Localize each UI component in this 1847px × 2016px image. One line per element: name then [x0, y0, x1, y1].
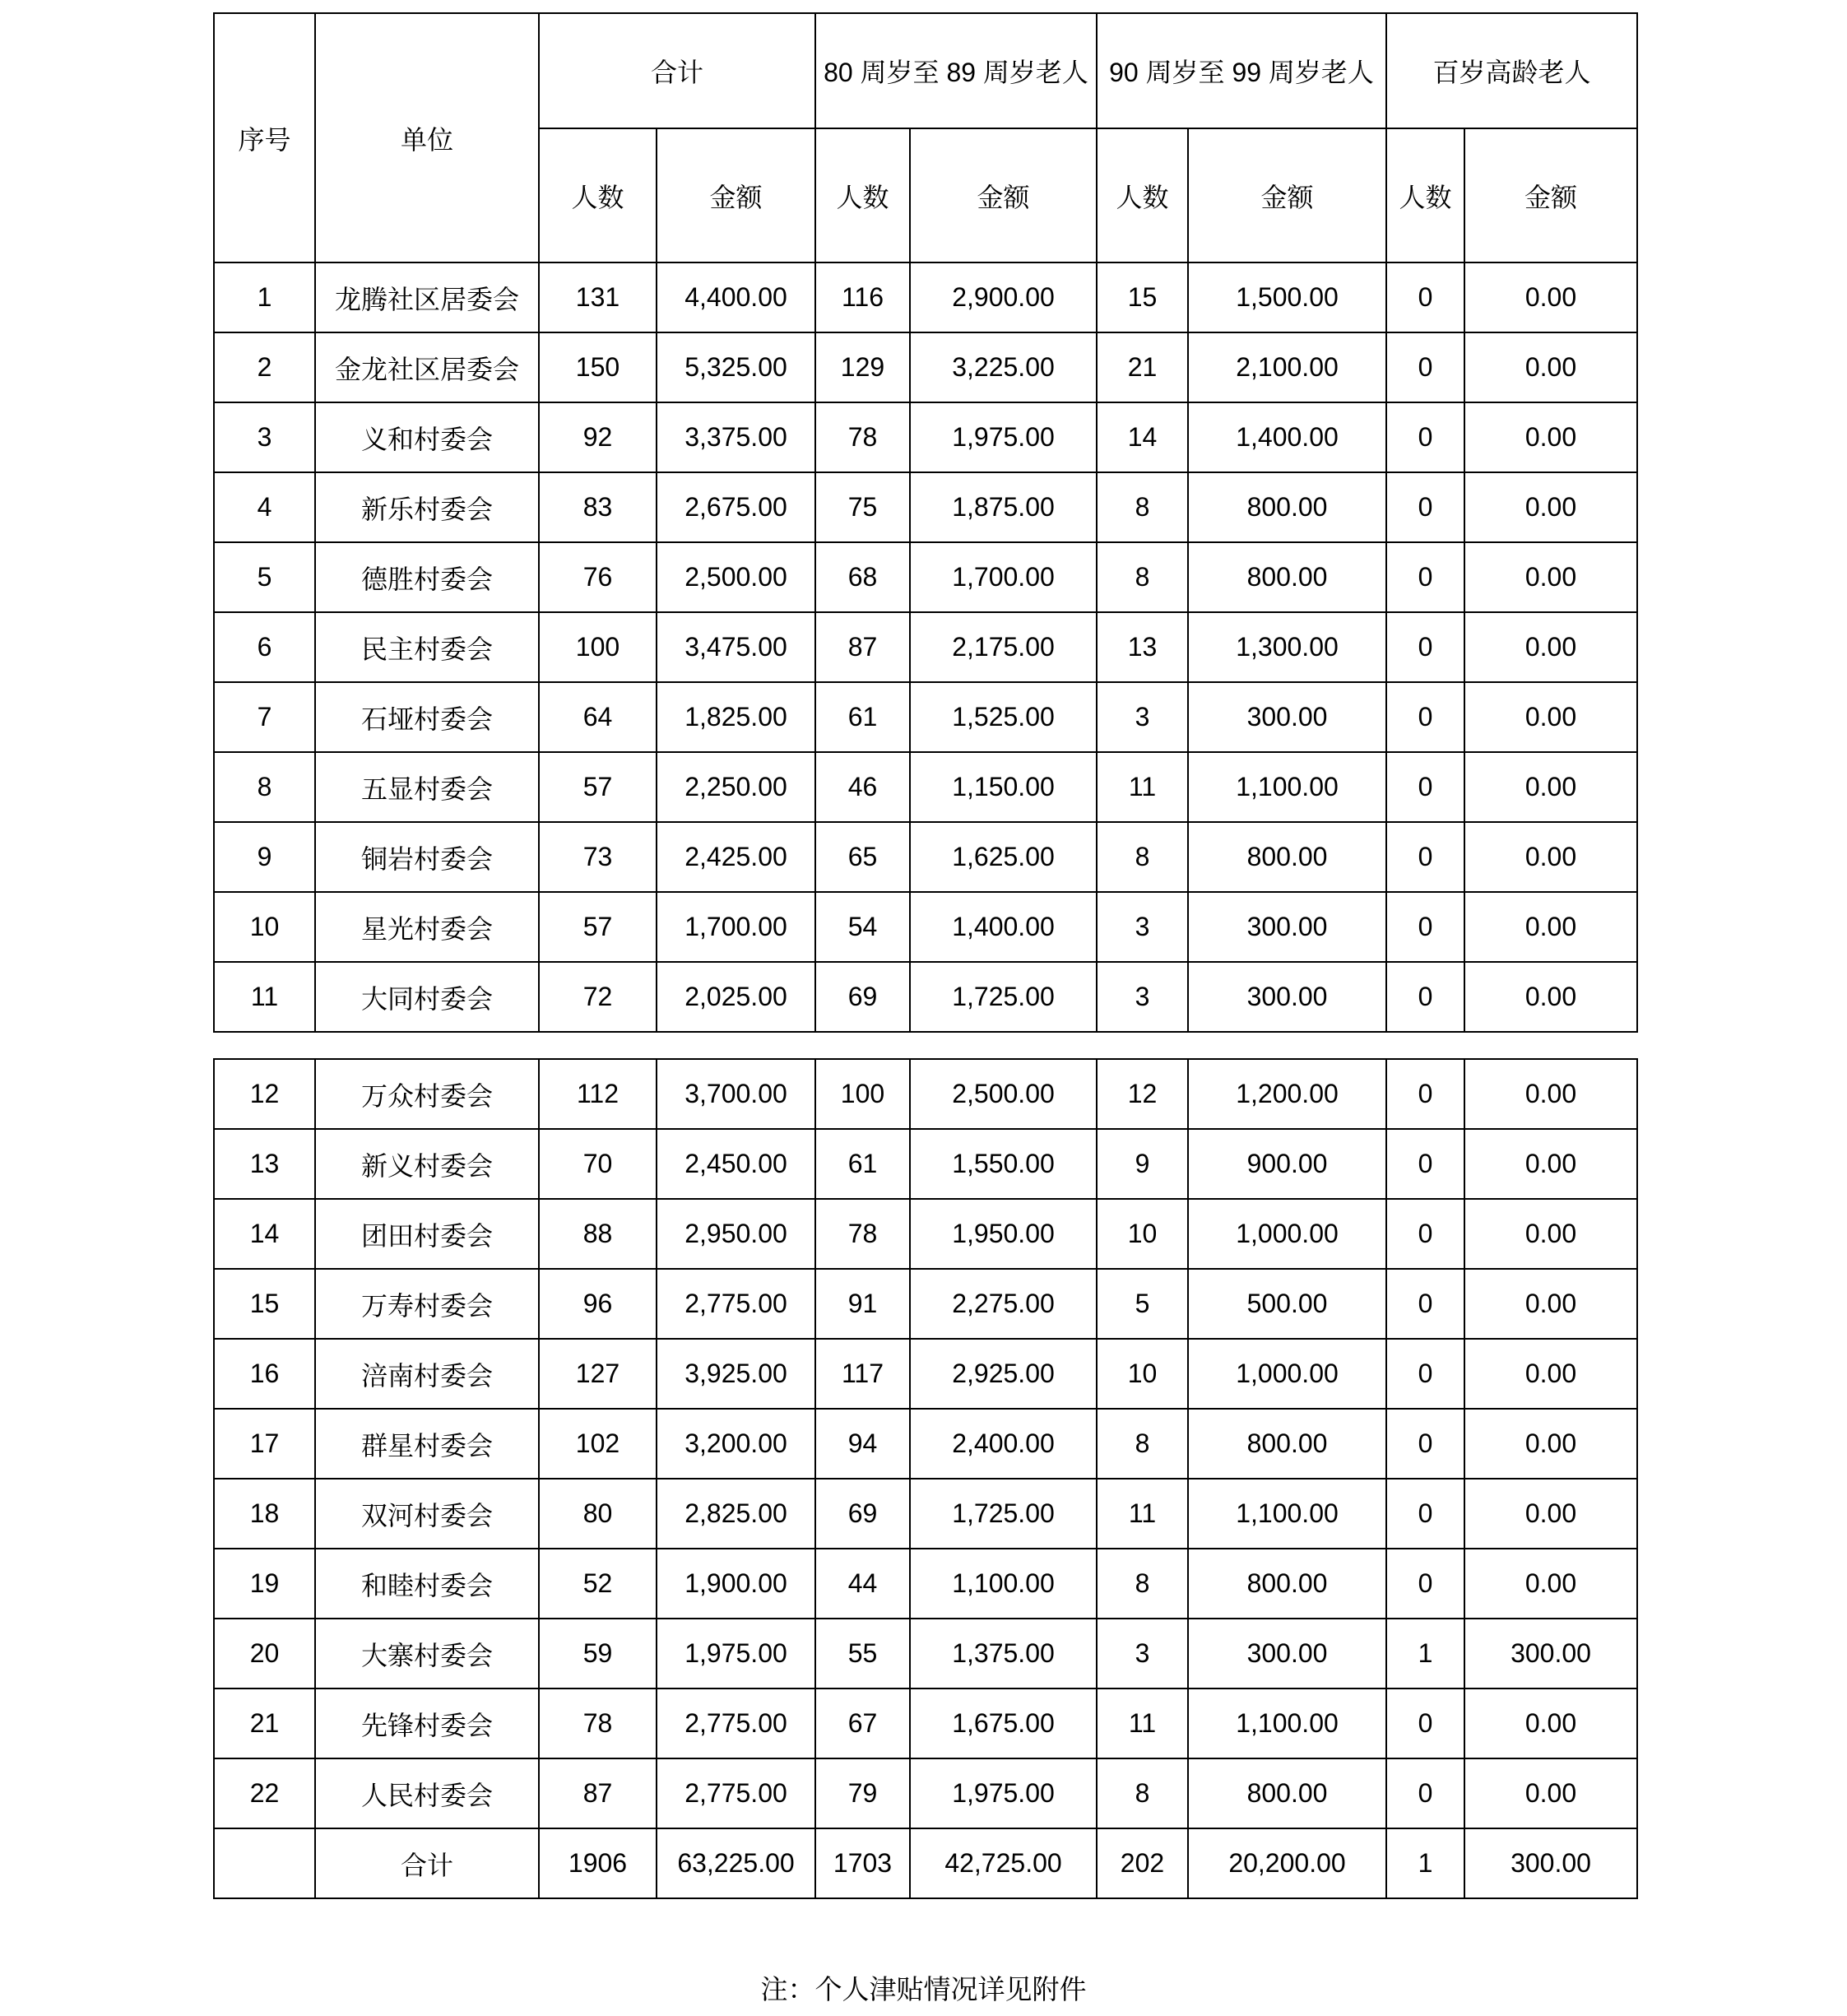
- cell-val-4: 8: [1097, 1549, 1188, 1619]
- cell-val-2: 44: [815, 1549, 910, 1619]
- cell-unit: 大寨村委会: [315, 1619, 539, 1689]
- cell-val-6: 0: [1386, 962, 1464, 1032]
- cell-val-0: 131: [539, 262, 657, 332]
- cell-val-2: 117: [815, 1339, 910, 1409]
- cell-val-3: 1,550.00: [910, 1129, 1097, 1199]
- cell-val-3: 2,500.00: [910, 1059, 1097, 1129]
- cell-val-4: 11: [1097, 1689, 1188, 1758]
- subheader-total-amount: 金额: [657, 128, 815, 262]
- cell-val-3: 2,925.00: [910, 1339, 1097, 1409]
- cell-no: 19: [214, 1549, 315, 1619]
- cell-unit: 五显村委会: [315, 752, 539, 822]
- cell-val-5: 1,000.00: [1188, 1199, 1386, 1269]
- cell-val-5: 300.00: [1188, 892, 1386, 962]
- cell-val-5: 1,000.00: [1188, 1339, 1386, 1409]
- table-row: [214, 612, 1637, 682]
- cell-val-6: 0: [1386, 1689, 1464, 1758]
- cell-val-1: 1,700.00: [657, 892, 815, 962]
- cell-val-6: 0: [1386, 752, 1464, 822]
- cell-unit: 团田村委会: [315, 1199, 539, 1269]
- header-unit-column: 单位: [315, 13, 539, 262]
- cell-val-0: 57: [539, 752, 657, 822]
- cell-unit: 合计: [315, 1828, 539, 1898]
- cell-val-2: 61: [815, 682, 910, 752]
- cell-val-7: 0.00: [1464, 892, 1637, 962]
- cell-val-7: 0.00: [1464, 682, 1637, 752]
- cell-val-5: 800.00: [1188, 1758, 1386, 1828]
- cell-val-7: 0.00: [1464, 822, 1637, 892]
- table-row: [214, 752, 1637, 822]
- cell-no: 18: [214, 1479, 315, 1549]
- cell-val-2: 69: [815, 962, 910, 1032]
- cell-val-1: 2,775.00: [657, 1758, 815, 1828]
- subheader-90-99-amount: 金额: [1188, 128, 1386, 262]
- cell-val-0: 96: [539, 1269, 657, 1339]
- header-group-total: 合计: [539, 13, 815, 128]
- cell-unit: 先锋村委会: [315, 1689, 539, 1758]
- cell-val-3: 1,975.00: [910, 402, 1097, 472]
- table-row: [214, 472, 1637, 542]
- subheader-80-89-amount: 金额: [910, 128, 1097, 262]
- cell-val-4: 3: [1097, 682, 1188, 752]
- cell-val-5: 800.00: [1188, 1549, 1386, 1619]
- subheader-100plus-count: 人数: [1386, 128, 1464, 262]
- cell-val-4: 3: [1097, 962, 1188, 1032]
- cell-no: [214, 1828, 315, 1898]
- cell-val-6: 0: [1386, 1129, 1464, 1199]
- cell-val-3: 1,400.00: [910, 892, 1097, 962]
- cell-val-1: 2,675.00: [657, 472, 815, 542]
- cell-val-5: 800.00: [1188, 822, 1386, 892]
- cell-val-7: 0.00: [1464, 612, 1637, 682]
- table-row: [214, 262, 1637, 332]
- cell-unit: 人民村委会: [315, 1758, 539, 1828]
- cell-val-3: 1,725.00: [910, 962, 1097, 1032]
- cell-val-6: 0: [1386, 1758, 1464, 1828]
- subheader-90-99-count: 人数: [1097, 128, 1188, 262]
- cell-unit: 星光村委会: [315, 892, 539, 962]
- cell-val-6: 0: [1386, 402, 1464, 472]
- cell-val-4: 3: [1097, 892, 1188, 962]
- cell-val-3: 1,700.00: [910, 542, 1097, 612]
- header-group-90-99: 90 周岁至 99 周岁老人: [1097, 13, 1386, 128]
- cell-unit: 群星村委会: [315, 1409, 539, 1479]
- cell-val-0: 102: [539, 1409, 657, 1479]
- cell-val-5: 1,500.00: [1188, 262, 1386, 332]
- subheader-total-count: 人数: [539, 128, 657, 262]
- cell-val-1: 1,975.00: [657, 1619, 815, 1689]
- cell-val-0: 52: [539, 1549, 657, 1619]
- cell-no: 10: [214, 892, 315, 962]
- cell-val-1: 2,775.00: [657, 1269, 815, 1339]
- cell-val-4: 14: [1097, 402, 1188, 472]
- cell-unit: 铜岩村委会: [315, 822, 539, 892]
- cell-unit: 金龙社区居委会: [315, 332, 539, 402]
- cell-val-6: 0: [1386, 892, 1464, 962]
- table-row: [214, 1549, 1637, 1619]
- cell-val-6: 0: [1386, 262, 1464, 332]
- cell-val-5: 1,400.00: [1188, 402, 1386, 472]
- cell-no: 8: [214, 752, 315, 822]
- cell-val-0: 76: [539, 542, 657, 612]
- table-row: [214, 1059, 1637, 1129]
- table-row: [214, 682, 1637, 752]
- cell-val-3: 3,225.00: [910, 332, 1097, 402]
- cell-val-0: 112: [539, 1059, 657, 1129]
- cell-val-5: 300.00: [1188, 1619, 1386, 1689]
- cell-val-3: 1,150.00: [910, 752, 1097, 822]
- cell-val-3: 1,625.00: [910, 822, 1097, 892]
- cell-val-7: 0.00: [1464, 1479, 1637, 1549]
- cell-val-3: 1,525.00: [910, 682, 1097, 752]
- cell-val-4: 5: [1097, 1269, 1188, 1339]
- cell-no: 14: [214, 1199, 315, 1269]
- table-row: [214, 1199, 1637, 1269]
- cell-val-3: 2,175.00: [910, 612, 1097, 682]
- cell-val-1: 3,925.00: [657, 1339, 815, 1409]
- cell-val-1: 1,900.00: [657, 1549, 815, 1619]
- table-row: [214, 1619, 1637, 1689]
- cell-val-3: 1,975.00: [910, 1758, 1097, 1828]
- cell-val-1: 2,500.00: [657, 542, 815, 612]
- cell-val-7: 0.00: [1464, 262, 1637, 332]
- cell-val-2: 55: [815, 1619, 910, 1689]
- cell-val-1: 1,825.00: [657, 682, 815, 752]
- cell-val-4: 8: [1097, 1758, 1188, 1828]
- cell-val-4: 10: [1097, 1339, 1188, 1409]
- cell-val-4: 12: [1097, 1059, 1188, 1129]
- cell-val-0: 59: [539, 1619, 657, 1689]
- cell-val-6: 0: [1386, 1269, 1464, 1339]
- cell-val-3: 1,875.00: [910, 472, 1097, 542]
- cell-val-4: 9: [1097, 1129, 1188, 1199]
- cell-val-7: 0.00: [1464, 752, 1637, 822]
- cell-unit: 万众村委会: [315, 1059, 539, 1129]
- table-row: [214, 542, 1637, 612]
- table-page2-body: [214, 1059, 1637, 1898]
- cell-val-3: 2,900.00: [910, 262, 1097, 332]
- cell-val-3: 2,400.00: [910, 1409, 1097, 1479]
- cell-no: 9: [214, 822, 315, 892]
- cell-val-0: 92: [539, 402, 657, 472]
- cell-val-3: 1,375.00: [910, 1619, 1097, 1689]
- cell-val-5: 500.00: [1188, 1269, 1386, 1339]
- cell-val-2: 100: [815, 1059, 910, 1129]
- cell-unit: 双河村委会: [315, 1479, 539, 1549]
- cell-val-5: 2,100.00: [1188, 332, 1386, 402]
- cell-val-2: 94: [815, 1409, 910, 1479]
- cell-val-7: 0.00: [1464, 1549, 1637, 1619]
- cell-val-0: 80: [539, 1479, 657, 1549]
- cell-val-2: 61: [815, 1129, 910, 1199]
- table-page1-body: [214, 262, 1637, 1032]
- table-row: [214, 1689, 1637, 1758]
- cell-no: 20: [214, 1619, 315, 1689]
- table-row: [214, 1339, 1637, 1409]
- cell-no: 7: [214, 682, 315, 752]
- cell-no: 4: [214, 472, 315, 542]
- cell-val-1: 63,225.00: [657, 1828, 815, 1898]
- cell-val-7: 0.00: [1464, 402, 1637, 472]
- subsidy-table-page-2: [213, 1058, 1638, 1899]
- cell-no: 16: [214, 1339, 315, 1409]
- cell-unit: 新义村委会: [315, 1129, 539, 1199]
- cell-unit: 龙腾社区居委会: [315, 262, 539, 332]
- table-row: [214, 1129, 1637, 1199]
- cell-val-3: 2,275.00: [910, 1269, 1097, 1339]
- cell-val-0: 150: [539, 332, 657, 402]
- cell-val-2: 67: [815, 1689, 910, 1758]
- cell-val-2: 91: [815, 1269, 910, 1339]
- cell-val-0: 100: [539, 612, 657, 682]
- cell-unit: 新乐村委会: [315, 472, 539, 542]
- cell-val-1: 5,325.00: [657, 332, 815, 402]
- cell-val-7: 0.00: [1464, 1199, 1637, 1269]
- cell-val-0: 88: [539, 1199, 657, 1269]
- cell-val-6: 0: [1386, 1549, 1464, 1619]
- cell-val-6: 1: [1386, 1828, 1464, 1898]
- cell-val-5: 800.00: [1188, 1409, 1386, 1479]
- cell-val-4: 202: [1097, 1828, 1188, 1898]
- table-row: [214, 402, 1637, 472]
- cell-val-7: 0.00: [1464, 332, 1637, 402]
- table-row: [214, 1409, 1637, 1479]
- cell-val-6: 0: [1386, 1199, 1464, 1269]
- cell-val-2: 129: [815, 332, 910, 402]
- cell-val-7: 0.00: [1464, 1059, 1637, 1129]
- header-group-100plus: 百岁高龄老人: [1386, 13, 1637, 128]
- cell-val-7: 0.00: [1464, 1409, 1637, 1479]
- cell-val-3: 1,100.00: [910, 1549, 1097, 1619]
- cell-val-5: 20,200.00: [1188, 1828, 1386, 1898]
- cell-no: 17: [214, 1409, 315, 1479]
- table-row: [214, 892, 1637, 962]
- cell-no: 2: [214, 332, 315, 402]
- cell-val-6: 0: [1386, 542, 1464, 612]
- cell-no: 13: [214, 1129, 315, 1199]
- table-row: [214, 1758, 1637, 1828]
- cell-no: 12: [214, 1059, 315, 1129]
- cell-val-2: 78: [815, 1199, 910, 1269]
- cell-val-5: 900.00: [1188, 1129, 1386, 1199]
- cell-val-5: 1,200.00: [1188, 1059, 1386, 1129]
- cell-val-7: 0.00: [1464, 1758, 1637, 1828]
- cell-unit: 万寿村委会: [315, 1269, 539, 1339]
- cell-no: 1: [214, 262, 315, 332]
- cell-val-1: 2,250.00: [657, 752, 815, 822]
- cell-val-0: 57: [539, 892, 657, 962]
- cell-val-1: 3,475.00: [657, 612, 815, 682]
- cell-val-5: 1,100.00: [1188, 752, 1386, 822]
- table-row: [214, 962, 1637, 1032]
- cell-val-2: 54: [815, 892, 910, 962]
- header-group-row: [214, 13, 1637, 128]
- cell-val-5: 1,100.00: [1188, 1479, 1386, 1549]
- subheader-80-89-count: 人数: [815, 128, 910, 262]
- cell-val-1: 2,950.00: [657, 1199, 815, 1269]
- cell-val-6: 0: [1386, 822, 1464, 892]
- cell-val-6: 0: [1386, 612, 1464, 682]
- cell-val-2: 69: [815, 1479, 910, 1549]
- cell-unit: 大同村委会: [315, 962, 539, 1032]
- cell-val-0: 72: [539, 962, 657, 1032]
- cell-val-7: 0.00: [1464, 962, 1637, 1032]
- cell-no: 22: [214, 1758, 315, 1828]
- cell-val-2: 46: [815, 752, 910, 822]
- cell-val-0: 73: [539, 822, 657, 892]
- cell-val-2: 75: [815, 472, 910, 542]
- cell-val-1: 2,775.00: [657, 1689, 815, 1758]
- cell-val-1: 2,450.00: [657, 1129, 815, 1199]
- cell-val-0: 1906: [539, 1828, 657, 1898]
- cell-val-5: 1,100.00: [1188, 1689, 1386, 1758]
- cell-val-6: 0: [1386, 1479, 1464, 1549]
- cell-val-6: 0: [1386, 1059, 1464, 1129]
- cell-val-7: 0.00: [1464, 472, 1637, 542]
- cell-val-2: 68: [815, 542, 910, 612]
- cell-no: 5: [214, 542, 315, 612]
- cell-no: 15: [214, 1269, 315, 1339]
- cell-val-7: 0.00: [1464, 1129, 1637, 1199]
- cell-val-0: 78: [539, 1689, 657, 1758]
- cell-unit: 德胜村委会: [315, 542, 539, 612]
- cell-val-7: 0.00: [1464, 1269, 1637, 1339]
- cell-val-4: 8: [1097, 542, 1188, 612]
- cell-val-0: 70: [539, 1129, 657, 1199]
- cell-val-4: 10: [1097, 1199, 1188, 1269]
- cell-no: 3: [214, 402, 315, 472]
- cell-val-6: 0: [1386, 332, 1464, 402]
- cell-val-1: 2,425.00: [657, 822, 815, 892]
- cell-val-2: 78: [815, 402, 910, 472]
- cell-val-5: 300.00: [1188, 962, 1386, 1032]
- total-row: [214, 1828, 1637, 1898]
- cell-val-7: 0.00: [1464, 542, 1637, 612]
- cell-val-6: 0: [1386, 472, 1464, 542]
- cell-val-4: 11: [1097, 752, 1188, 822]
- cell-val-4: 8: [1097, 472, 1188, 542]
- cell-val-4: 13: [1097, 612, 1188, 682]
- cell-val-1: 2,025.00: [657, 962, 815, 1032]
- cell-val-1: 3,700.00: [657, 1059, 815, 1129]
- cell-val-6: 1: [1386, 1619, 1464, 1689]
- cell-val-2: 79: [815, 1758, 910, 1828]
- table-row: [214, 332, 1637, 402]
- cell-unit: 石垭村委会: [315, 682, 539, 752]
- cell-val-6: 0: [1386, 682, 1464, 752]
- cell-val-3: 1,725.00: [910, 1479, 1097, 1549]
- cell-no: 11: [214, 962, 315, 1032]
- cell-val-3: 1,950.00: [910, 1199, 1097, 1269]
- cell-val-1: 4,400.00: [657, 262, 815, 332]
- cell-val-5: 800.00: [1188, 542, 1386, 612]
- cell-val-4: 21: [1097, 332, 1188, 402]
- cell-val-6: 0: [1386, 1339, 1464, 1409]
- cell-val-0: 83: [539, 472, 657, 542]
- cell-val-4: 3: [1097, 1619, 1188, 1689]
- cell-val-7: 300.00: [1464, 1828, 1637, 1898]
- cell-val-5: 1,300.00: [1188, 612, 1386, 682]
- table-row: [214, 1479, 1637, 1549]
- cell-val-4: 8: [1097, 822, 1188, 892]
- subheader-100plus-amount: 金额: [1464, 128, 1637, 262]
- cell-val-4: 11: [1097, 1479, 1188, 1549]
- cell-val-7: 0.00: [1464, 1689, 1637, 1758]
- cell-val-0: 87: [539, 1758, 657, 1828]
- cell-val-2: 87: [815, 612, 910, 682]
- cell-val-6: 0: [1386, 1409, 1464, 1479]
- cell-val-2: 116: [815, 262, 910, 332]
- header-group-80-89: 80 周岁至 89 周岁老人: [815, 13, 1097, 128]
- cell-val-1: 2,825.00: [657, 1479, 815, 1549]
- cell-val-3: 42,725.00: [910, 1828, 1097, 1898]
- subsidy-table-page-1: [213, 12, 1638, 1033]
- cell-val-4: 15: [1097, 262, 1188, 332]
- cell-val-2: 1703: [815, 1828, 910, 1898]
- footnote: 注：个人津贴情况详见附件: [760, 1974, 1087, 2004]
- cell-val-0: 127: [539, 1339, 657, 1409]
- cell-val-5: 800.00: [1188, 472, 1386, 542]
- cell-val-0: 64: [539, 682, 657, 752]
- header-index-column: 序号: [214, 13, 315, 262]
- cell-unit: 涪南村委会: [315, 1339, 539, 1409]
- cell-no: 6: [214, 612, 315, 682]
- cell-val-2: 65: [815, 822, 910, 892]
- cell-val-3: 1,675.00: [910, 1689, 1097, 1758]
- cell-unit: 和睦村委会: [315, 1549, 539, 1619]
- table-row: [214, 822, 1637, 892]
- cell-val-4: 8: [1097, 1409, 1188, 1479]
- cell-val-1: 3,200.00: [657, 1409, 815, 1479]
- cell-no: 21: [214, 1689, 315, 1758]
- cell-val-7: 0.00: [1464, 1339, 1637, 1409]
- table-row: [214, 1269, 1637, 1339]
- cell-val-7: 300.00: [1464, 1619, 1637, 1689]
- cell-unit: 民主村委会: [315, 612, 539, 682]
- cell-val-1: 3,375.00: [657, 402, 815, 472]
- cell-val-5: 300.00: [1188, 682, 1386, 752]
- cell-unit: 义和村委会: [315, 402, 539, 472]
